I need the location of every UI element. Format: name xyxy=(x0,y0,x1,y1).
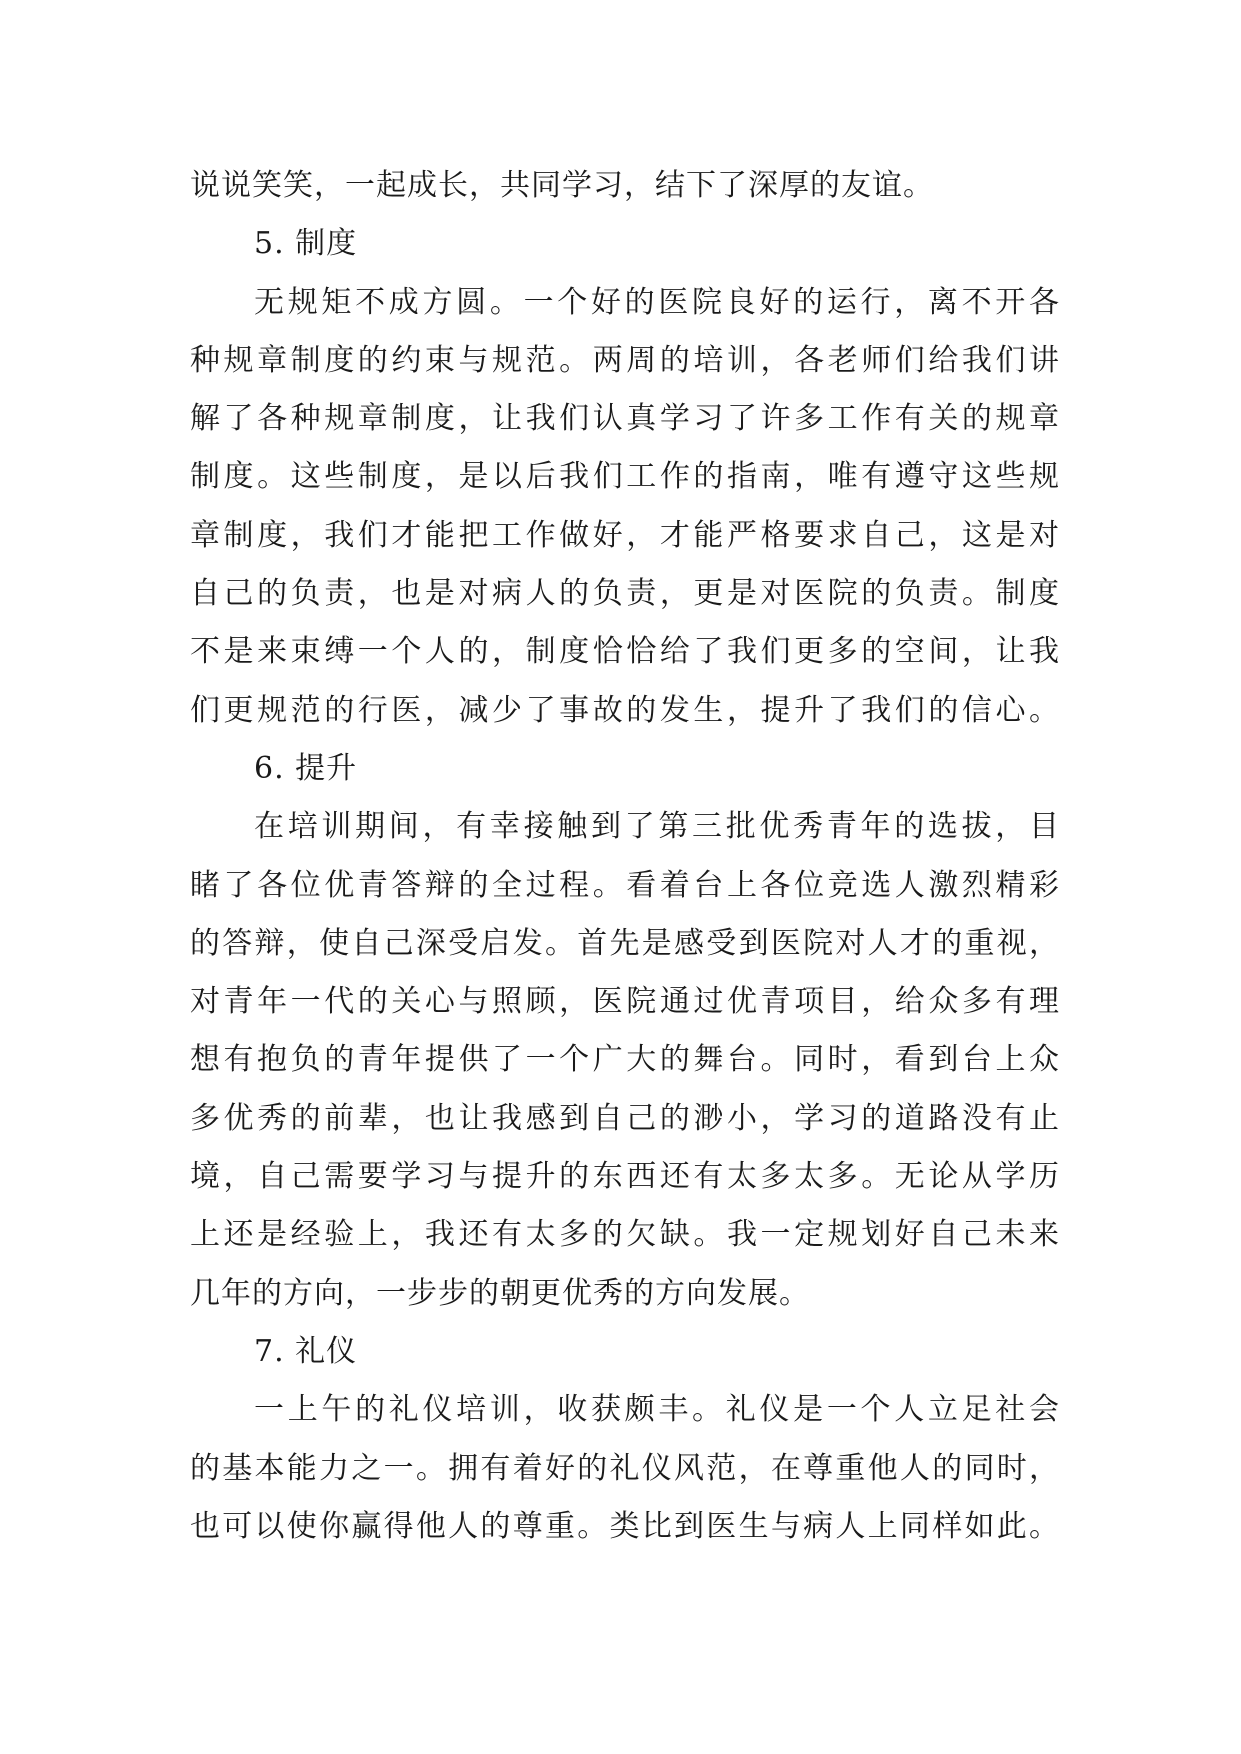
paragraph-line: 对青年一代的关心与照顾，医院通过优青项目，给众多有理 xyxy=(190,984,1060,1020)
paragraph-line: 的答辩，使自己深受启发。首先是感受到医院对人才的重视， xyxy=(190,925,1060,961)
paragraph-line: 解了各种规章制度，让我们认真学习了许多工作有关的规章 xyxy=(190,401,1060,437)
paragraph-line: 自己的负责，也是对病人的负责，更是对医院的负责。制度 xyxy=(190,576,1060,612)
paragraph-line: 几年的方向，一步步的朝更优秀的方向发展。 xyxy=(190,1275,810,1311)
paragraph-line: 不是来束缚一个人的，制度恰恰给了我们更多的空间，让我 xyxy=(190,634,1060,670)
paragraph-line: 制度。这些制度，是以后我们工作的指南，唯有遵守这些规 xyxy=(190,459,1060,495)
paragraph-line: 一上午的礼仪培训，收获颇丰。礼仪是一个人立足社会 xyxy=(254,1392,1060,1428)
section-heading: 7. 礼仪 xyxy=(254,1333,358,1369)
paragraph-line: 章制度，我们才能把工作做好，才能严格要求自己，这是对 xyxy=(190,517,1060,553)
paragraph-line: 无规矩不成方圆。一个好的医院良好的运行，离不开各 xyxy=(254,284,1060,320)
paragraph-line: 多优秀的前辈，也让我感到自己的渺小，学习的道路没有止 xyxy=(190,1100,1060,1136)
section-heading: 5. 制度 xyxy=(254,226,358,262)
paragraph-line: 说说笑笑，一起成长，共同学习，结下了深厚的友谊。 xyxy=(190,168,934,203)
paragraph-line: 睹了各位优青答辩的全过程。看着台上各位竞选人激烈精彩 xyxy=(190,867,1060,903)
paragraph-line: 想有抱负的青年提供了一个广大的舞台。同时，看到台上众 xyxy=(190,1042,1060,1078)
paragraph-line: 种规章制度的约束与规范。两周的培训，各老师们给我们讲 xyxy=(190,342,1060,378)
paragraph-line: 在培训期间，有幸接触到了第三批优秀青年的选拔，目 xyxy=(254,809,1060,845)
paragraph-line: 境，自己需要学习与提升的东西还有太多太多。无论从学历 xyxy=(190,1159,1060,1195)
paragraph-line: 的基本能力之一。拥有着好的礼仪风范，在尊重他人的同时， xyxy=(190,1450,1060,1486)
paragraph-line: 也可以使你赢得他人的尊重。类比到医生与病人上同样如此。 xyxy=(190,1508,1060,1544)
paragraph-line: 上还是经验上，我还有太多的欠缺。我一定规划好自己未来 xyxy=(190,1217,1060,1253)
document-body xyxy=(190,157,1060,1556)
paragraph-line: 们更规范的行医，减少了事故的发生，提升了我们的信心。 xyxy=(190,692,1060,728)
section-heading: 6. 提升 xyxy=(254,750,358,786)
